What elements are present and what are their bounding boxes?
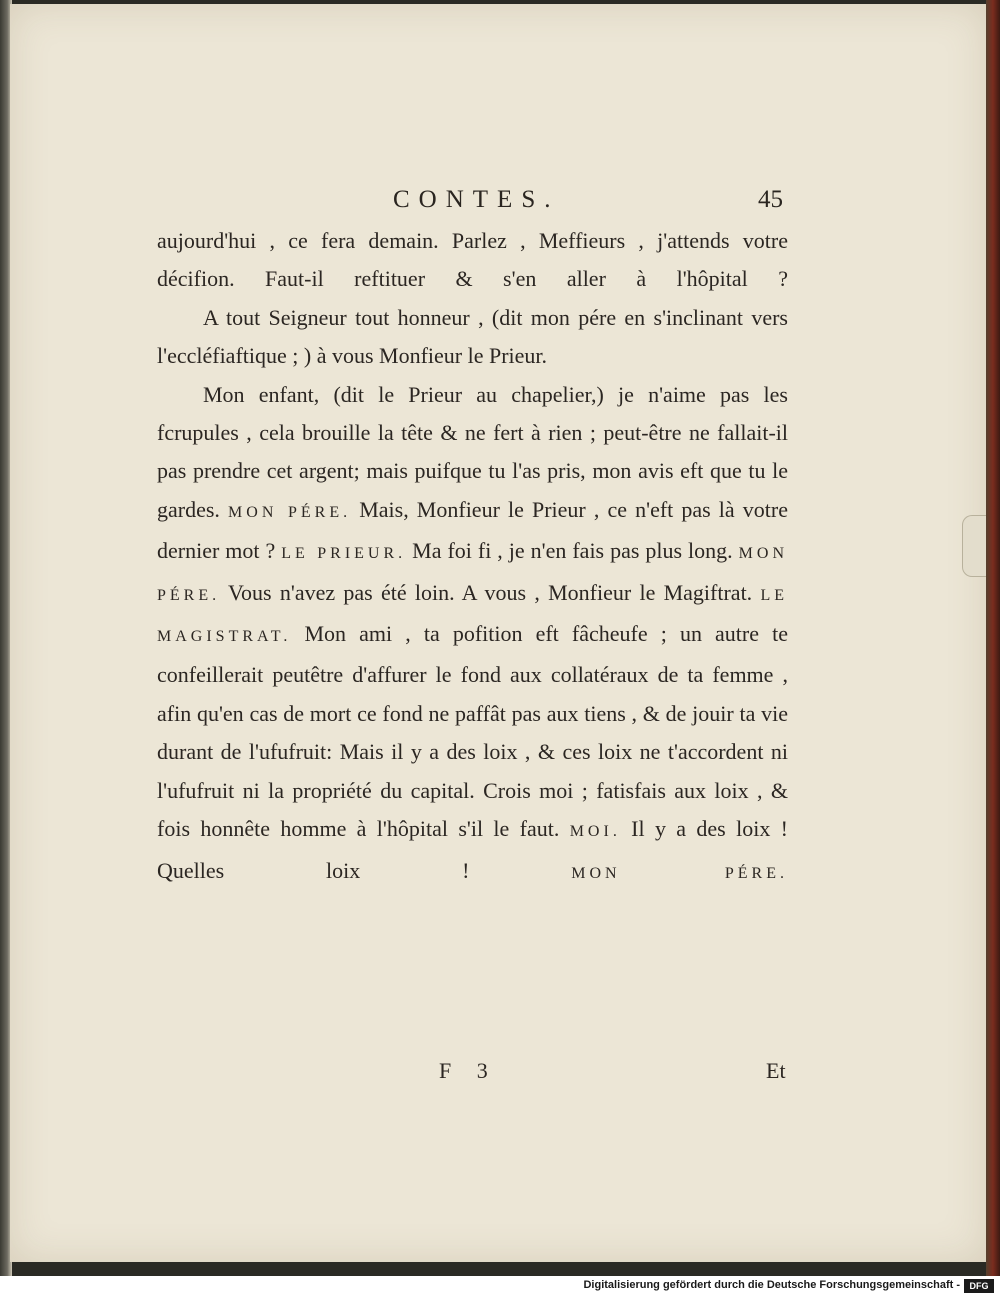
text-run: Mais, Monfieur le Prieur , ce n'eft pas là votre dernier mot ? xyxy=(157,496,788,564)
text-run: Ma foi fi , je n'en fais pas plus long. xyxy=(406,538,739,564)
text-run: Mon enfant, (dit le Prieur au chapelier,) je n'aime pas les fcrupules , cela brouille la tête & ne fert à rien ; peut-être ne fallait-il pas prendre cet argent; mais puifque tu l'as pris, mon avis eft que tu le gardes. xyxy=(157,381,788,522)
speaker-name: MON PÉRE. xyxy=(157,545,788,604)
text-run: Mon ami , ta pofition eft fâcheufe ; un autre te confeillerait peutêtre d'affurer le fond aux collatéraux de ta femme , afin qu'en cas de mort ce fond ne paffât pas aux tiens , & de jouir ta vie durant de l'ufufruit: Mais il y a des loix , & ces loix ne t'accordent ni l'ufufruit ni la propriété du capital. Crois moi ; fatisfais aux loix , & fois honnête homme à l'hôpital s'il le faut. xyxy=(157,621,788,842)
paragraph xyxy=(157,299,788,376)
paragraph xyxy=(157,222,788,299)
signature-mark: F 3 xyxy=(439,1058,498,1083)
book-spine xyxy=(986,0,1000,1276)
page-number: 45 xyxy=(758,186,783,213)
text-run: aujourd'hui , ce fera demain. Parlez , Meffieurs , j'attends votre décifion. Faut-il reftituer & s'en aller à l'hôpital ? xyxy=(157,228,788,292)
dfg-logo: DFG xyxy=(964,1279,994,1293)
body-text xyxy=(157,222,788,893)
speaker-name: LE PRIEUR. xyxy=(281,545,407,563)
credit-bar xyxy=(0,1276,1000,1297)
speaker-name: MOI. xyxy=(569,823,621,841)
credit-text: Digitalisierung gefördert durch die Deutsche Forschungsgemeinschaft - xyxy=(583,1279,960,1291)
speaker-name: MON PÉRE. xyxy=(571,864,788,882)
speaker-name: LE MAGISTRAT. xyxy=(157,586,788,646)
catchword: Et xyxy=(766,1058,786,1083)
text-run: Vous n'avez pas été loin. A vous , Monfieur le Magiftrat. xyxy=(220,579,761,605)
paragraph xyxy=(157,376,788,893)
speaker-name: MON PÉRE. xyxy=(228,503,352,521)
running-title: CONTES. xyxy=(393,186,560,213)
text-run: Il y a des loix ! Quelles loix ! xyxy=(157,816,788,883)
text-run: A tout Seigneur tout honneur , (dit mon pére en s'inclinant vers l'eccléfiaftique ; ) à vous Monfieur le Prieur. xyxy=(157,304,788,369)
